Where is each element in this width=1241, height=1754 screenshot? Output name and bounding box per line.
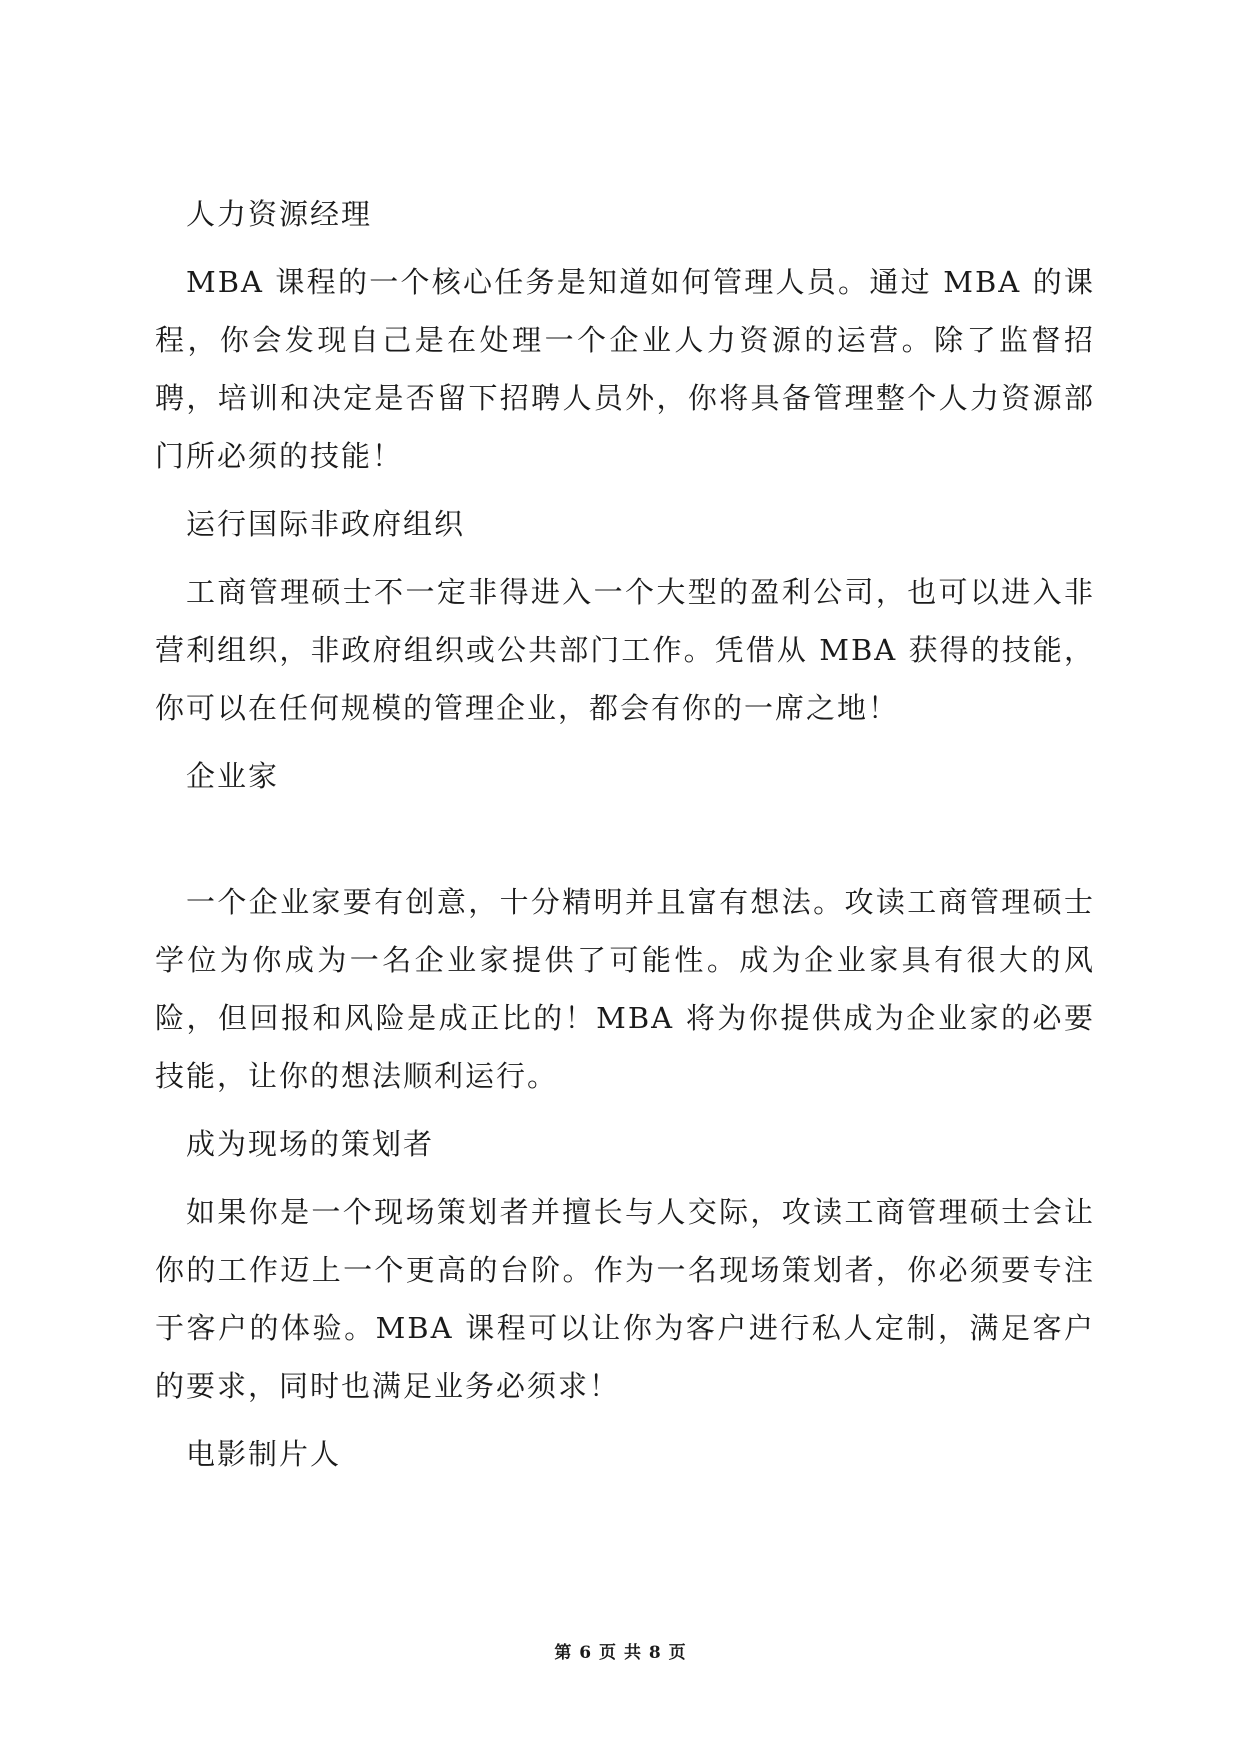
section-heading-ngo: 运行国际非政府组织 — [186, 507, 466, 541]
section-heading-film-producer: 电影制片人 — [186, 1437, 342, 1471]
section-paragraph-ngo: 工商管理硕士不一定非得进入一个大型的盈利公司，也可以进入非营利组织，非政府组织或公共部门工作。凭借从 MBA 获得的技能，你可以在任何规模的管理企业，都会有你的一席之地！ — [155, 575, 1095, 725]
section-heading-event-planner: 成为现场的策划者 — [186, 1127, 435, 1161]
section-heading-entrepreneur: 企业家 — [186, 759, 280, 793]
page-number-footer: 第 6 页 共 8 页 — [554, 1643, 687, 1663]
section-paragraph-event-planner: 如果你是一个现场策划者并擅长与人交际，攻读工商管理硕士会让你的工作迈上一个更高的台阶。作为一名现场策划者，你必须要专注于客户的体验。MBA 课程可以让你为客户进行私人定制，满足客户的要求，同时也满足业务必须求！ — [155, 1195, 1095, 1403]
blank-line — [155, 815, 1095, 873]
section-heading-hr-manager: 人力资源经理 — [186, 197, 373, 231]
section-paragraph-hr-manager: MBA 课程的一个核心任务是知道如何管理人员。通过 MBA 的课程，你会发现自己是在处理一个企业人力资源的运营。除了监督招聘，培训和决定是否留下招聘人员外，你将具备管理整个人力资源部门所必须的技能！ — [155, 265, 1095, 473]
section-paragraph-entrepreneur: 一个企业家要有创意，十分精明并且富有想法。攻读工商管理硕士学位为你成为一名企业家提供了可能性。成为企业家具有很大的风险，但回报和风险是成正比的！MBA 将为你提供成为企业家的必要技能，让你的想法顺利运行。 — [155, 885, 1095, 1093]
document-body — [155, 185, 1095, 1493]
